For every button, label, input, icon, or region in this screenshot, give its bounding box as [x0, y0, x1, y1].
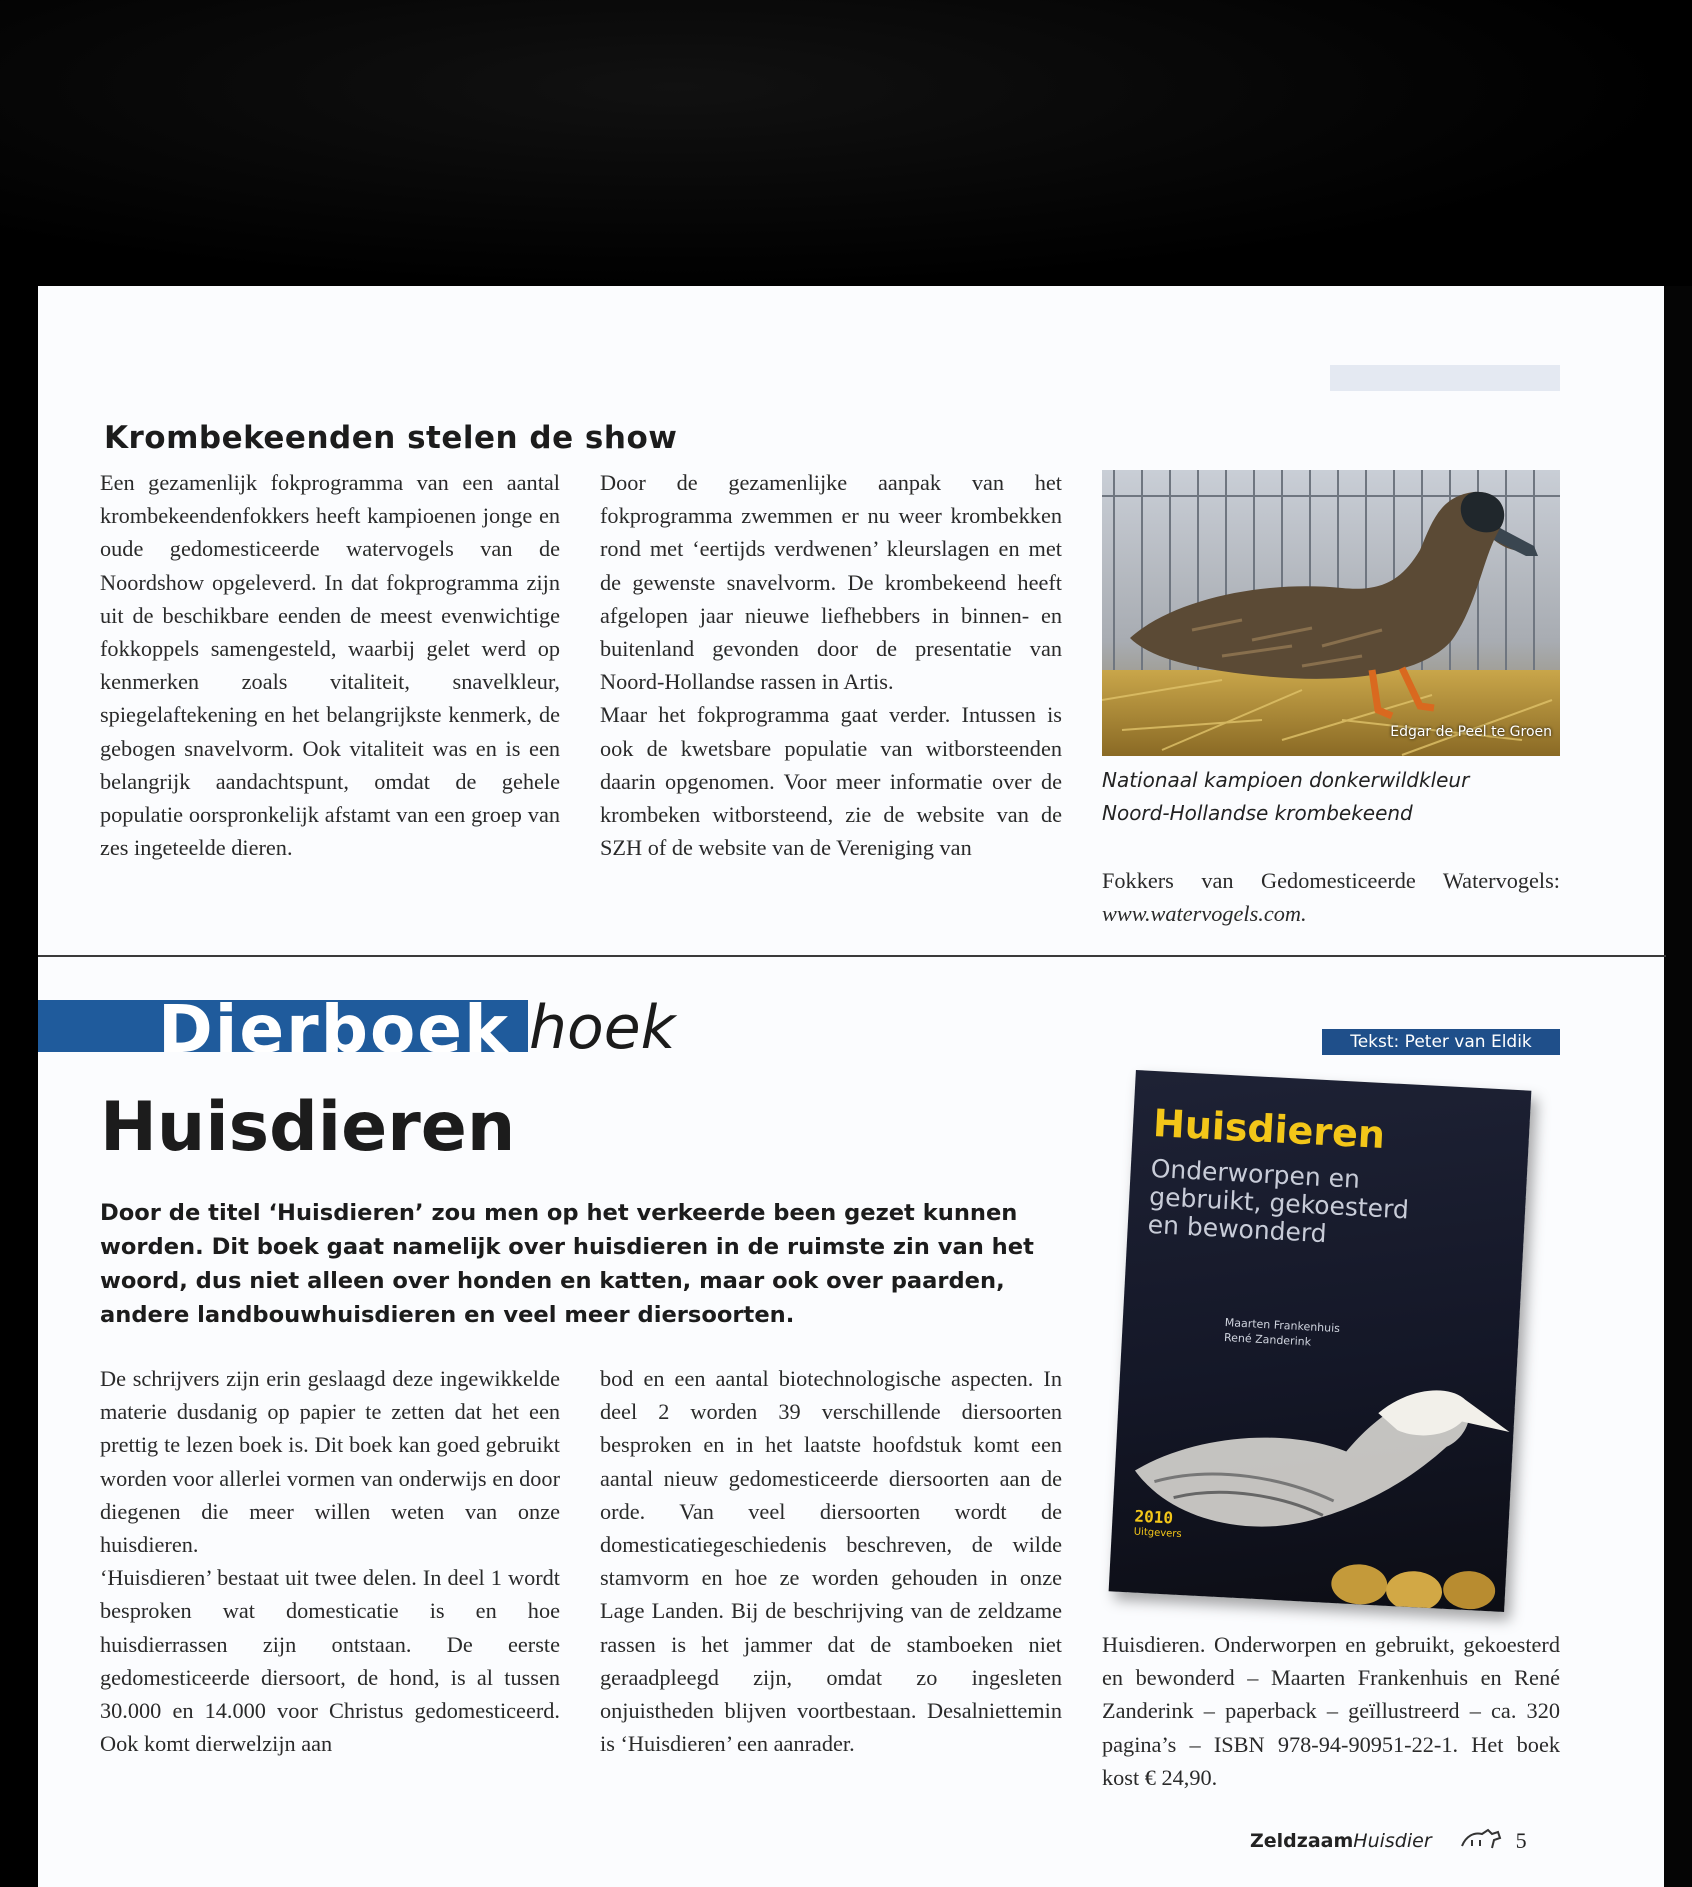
book-cover-art [1109, 1320, 1519, 1612]
review-title: Huisdieren [100, 1088, 516, 1167]
section-divider [38, 955, 1666, 957]
scan-border-top [0, 0, 1692, 290]
review-column-1 [100, 1362, 560, 1760]
book-cover-author: René Zanderink [1223, 1330, 1312, 1349]
article-paragraph [1102, 864, 1560, 930]
book-info-column [1102, 1628, 1560, 1794]
publisher-number: 2010 [1134, 1506, 1174, 1528]
review-paragraph: De schrijvers zijn erin geslaagd deze ingewikkelde materie dusdanig op papier te zetten dat het een prettig te lezen boek is. Dit boek kan goed gebruikt worden voor allerlei vormen van onderwijs en door diegenen die meer willen weten van onze huisdieren. [100, 1366, 560, 1558]
review-lead: Door de titel ‘Huisdieren’ zou men op het verkeerde been gezet kunnen worden. Dit boek gaat namelijk over huisdieren in de ruimste zin van het woord, dus niet alleen over honden en katten, maar ook over paarden, andere landbouwhuisdieren en veel meer diersoorten. [100, 1200, 1034, 1328]
magazine-brand-bold: Zeldzaam [1250, 1829, 1354, 1852]
article-text: Fokkers van Gedomesticeerde Watervogels: [1102, 868, 1560, 893]
page-number: 5 [1515, 1827, 1527, 1853]
article-title: Krombekeenden stelen de show [104, 420, 678, 456]
author-tag: Tekst: Peter van Eldik [1322, 1029, 1560, 1055]
book-cover-subtitle: Onderworpen en gebruikt, gekoesterd en bewonderd [1147, 1153, 1410, 1249]
scan-border-right [1664, 286, 1692, 1887]
caption-line: Nationaal kampioen donkerwildkleur [1102, 768, 1470, 792]
book-info: Huisdieren. Onderworpen en gebruikt, gekoesterd en bewonderd – Maarten Frankenhuis en René Zanderink – paperback – geïllustreerd – ca. 320 pagina’s – ISBN 978-94-90951-22-1. Het boek kost € 24,90. [1102, 1632, 1560, 1790]
section-banner-title: Dierboek [158, 991, 510, 1052]
book-cover-title: Huisdieren [1152, 1101, 1387, 1158]
review-column-2 [600, 1362, 1062, 1760]
publisher-name: Uitgevers [1133, 1526, 1182, 1541]
book-publisher-logo [1133, 1506, 1183, 1543]
article-column-2 [600, 466, 1062, 864]
book-cover [1109, 1070, 1532, 1612]
show-through-bar [1330, 365, 1560, 391]
review-paragraph: ‘Huisdieren’ bestaat uit twee delen. In deel 1 wordt besproken wat domesticatie is en hoe huisdierrassen zijn ontstaan. De eerste gedomesticeerde diersoort, de hond, is al tussen 30.000 en 14.000 voor Christus gedomesticeerd. Ook komt dierwelzijn aan [100, 1565, 560, 1757]
website-link[interactable]: www.watervogels.com. [1102, 901, 1307, 927]
photo-credit: Edgar de Peel te Groen [1390, 724, 1552, 740]
book-cover-author: Maarten Frankenhuis [1224, 1316, 1341, 1336]
photo-caption [1102, 764, 1562, 830]
magazine-brand-italic: Huisdier [1353, 1829, 1432, 1852]
duck-illustration [1102, 470, 1560, 756]
article-paragraph: Door de gezamenlijke aanpak van het fokprogramma zwemmen er nu weer krombekken rond met ‘eertijds verdwenen’ kleurslagen en met de gewenste snavelvorm. De krombekeend heeft afgelopen jaar nieuwe liefhebbers in binnen- en buitenland gevonden door de presentatie van Noord-Hollandse rassen in Artis. [600, 470, 1062, 695]
section-banner-italic: hoek [529, 993, 676, 1063]
book-cover-authors [1224, 1315, 1341, 1351]
review-paragraph: bod en een aantal biotechnologische aspecten. In deel 2 worden 39 verschillende diersoorten besproken en in het laatste hoofdstuk komt een aantal nieuw gedomesticeerde diersoorten aan de orde. Van veel diersoorten wordt de domesticatiegeschiedenis beschreven, de wilde stamvorm en hoe ze worden gehouden in onze Lage Landen. Bij de beschrijving van de zeldzame rassen is het jammer dat de stamboeken niet geraadpleegd zijn, omdat zo ingesleten onjuistheden blijven voortbestaan. Desalniettemin is ‘Huisdieren’ een aanrader. [600, 1366, 1062, 1757]
article-column-1 [100, 466, 560, 864]
duck-photo [1102, 470, 1560, 756]
article-paragraph: Een gezamenlijk fokprogramma van een aantal krombekeendenfokkers heeft kampioenen jonge en oude gedomesticeerde watervogels van de Noordshow opgeleverd. In dat fokprogramma zijn uit de beschikbare eenden de meest evenwichtige fokkoppels samengesteld, waarbij gelet werd op kenmerken zoals vitaliteit, snavelkleur, spiegelaftekening en het belangrijkste kenmerk, de gebogen snavelvorm. Ook vitaliteit was en is een belangrijk aandachtspunt, omdat de gehele populatie oorspronkelijk afstamt van een groep van zes ingeteelde dieren. [100, 470, 560, 861]
article-column-3 [1102, 864, 1560, 930]
caption-line: Noord-Hollandse krombekeend [1102, 801, 1413, 825]
page-footer [1250, 1826, 1527, 1855]
animal-logo-icon [1458, 1826, 1504, 1855]
article-paragraph: Maar het fokprogramma gaat verder. Intussen is ook de kwetsbare populatie van witborsteenden daarin opgenomen. Voor meer informatie over de krombeken witborsteend, zie de website van de SZH of de website van de Vereniging van [600, 702, 1062, 861]
